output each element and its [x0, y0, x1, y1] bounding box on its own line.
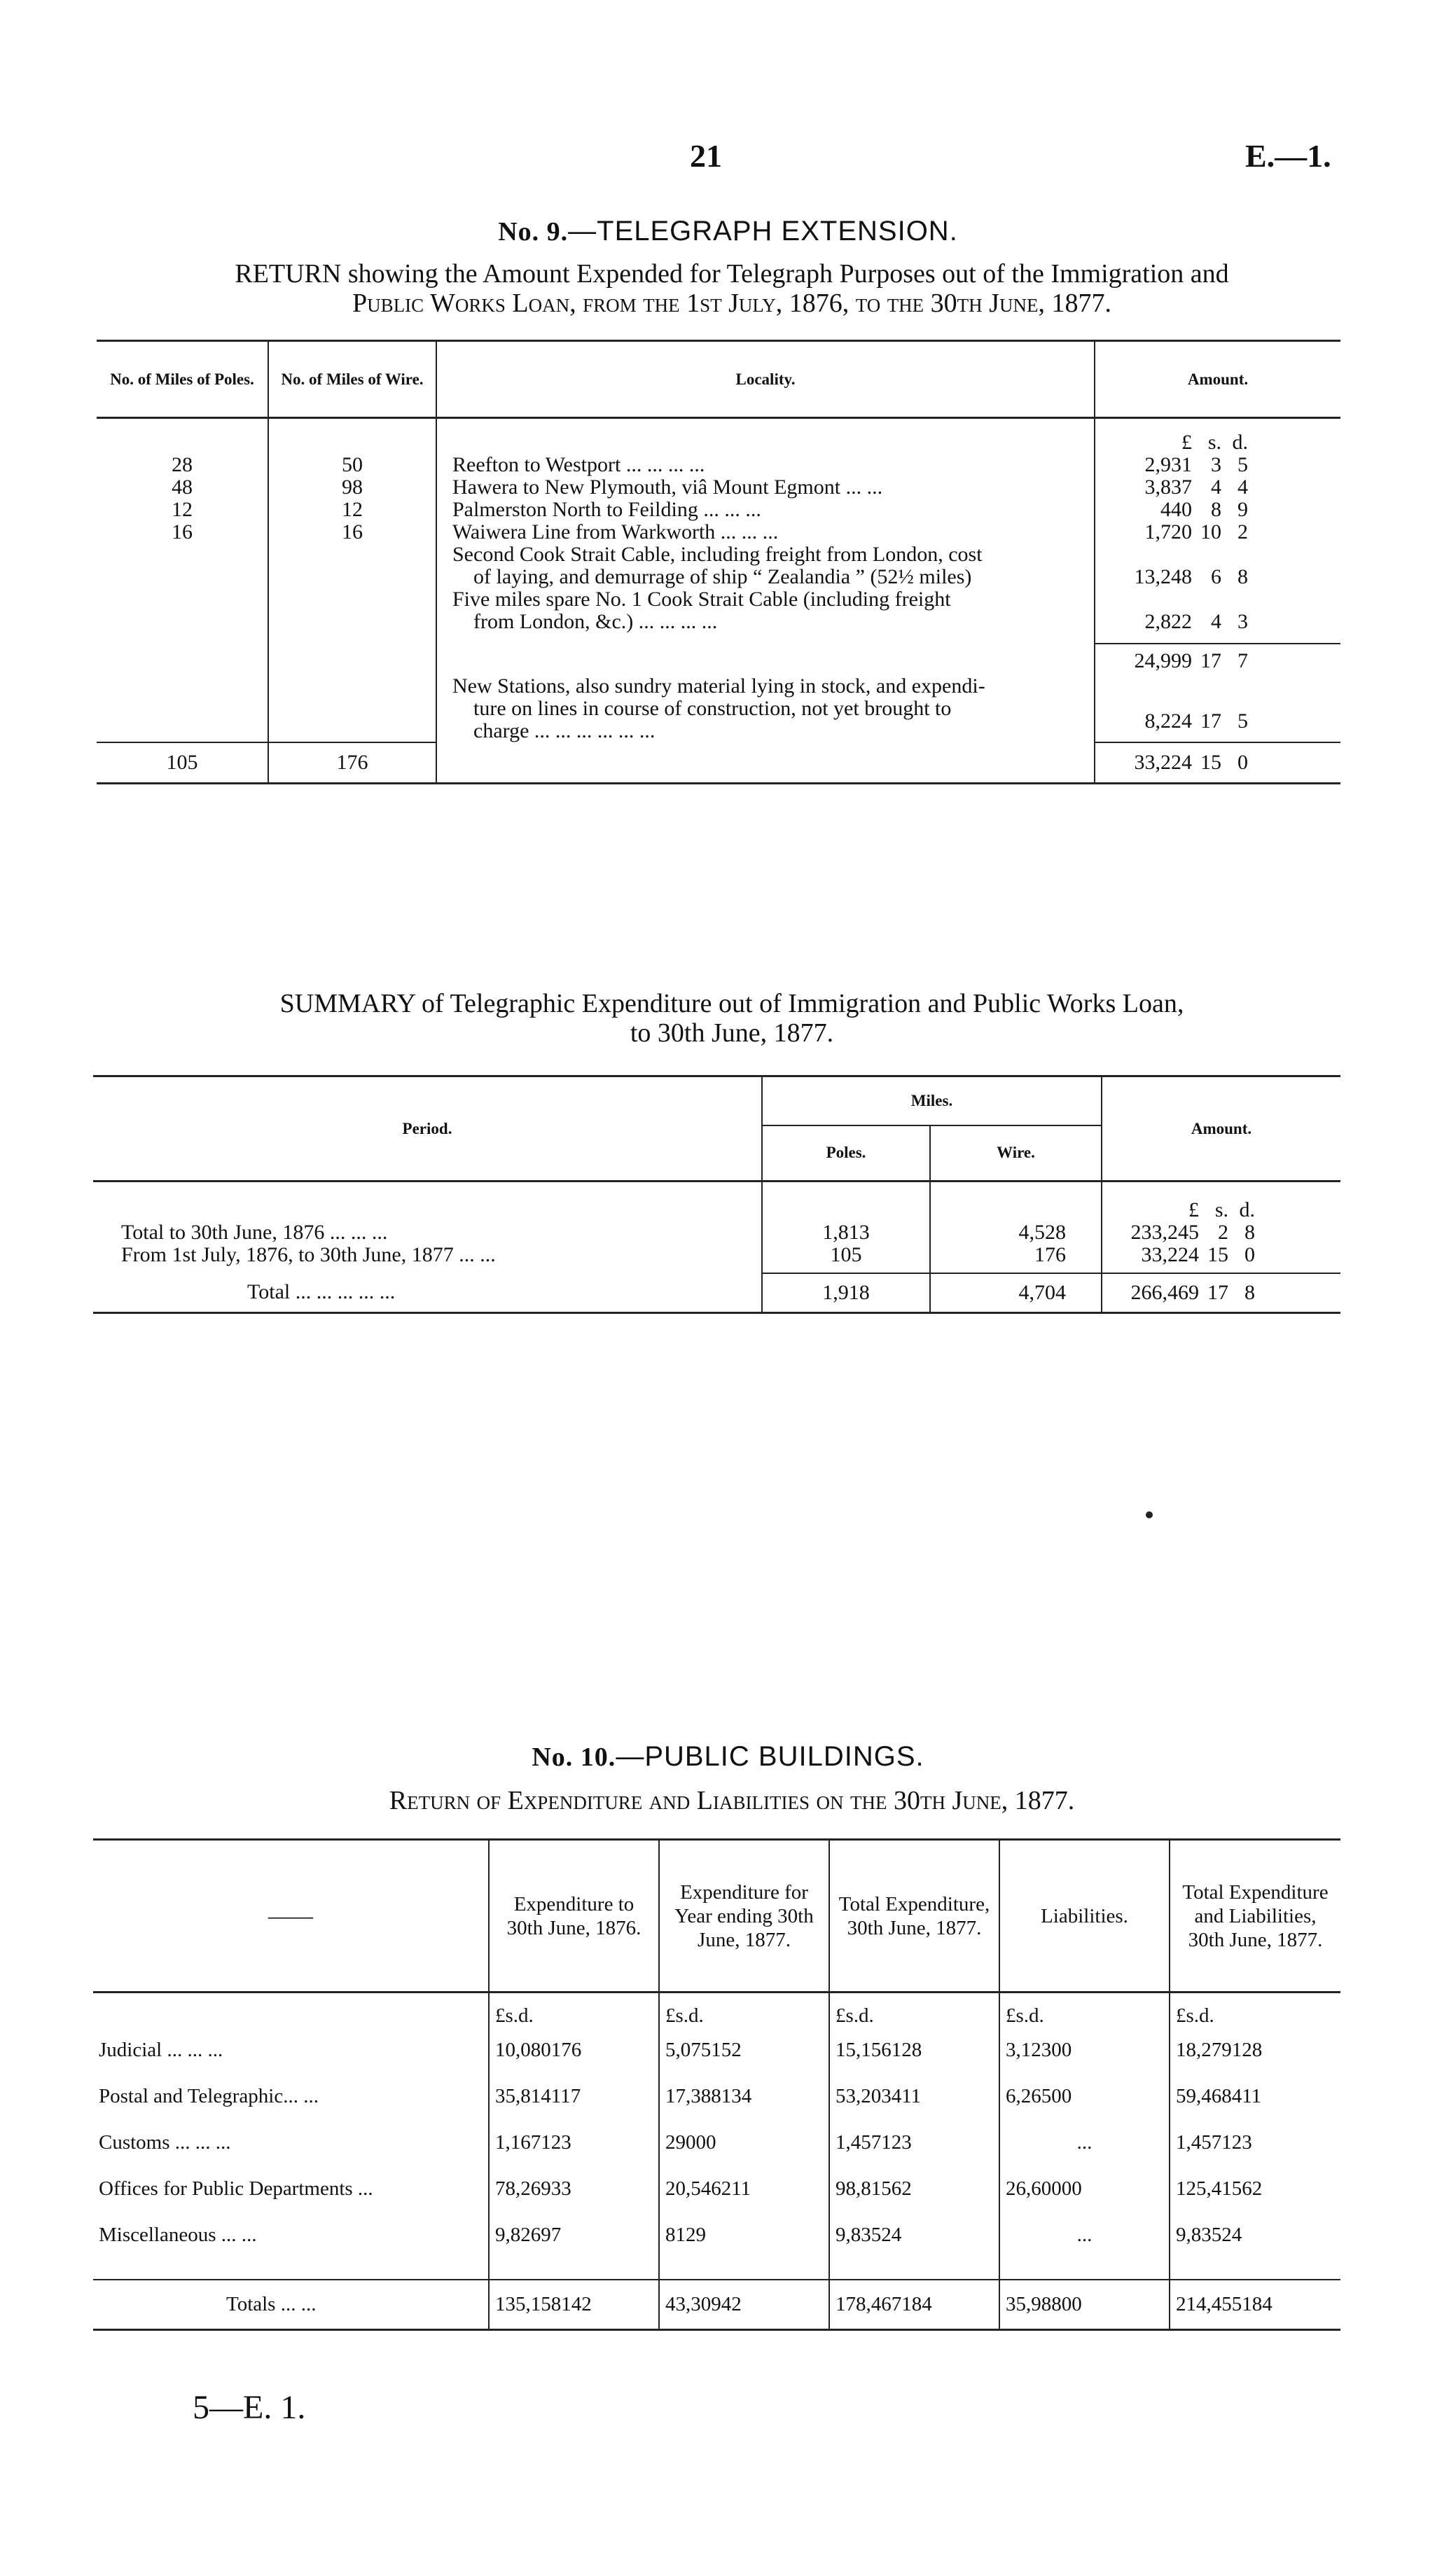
cell-value: 24,999 [1134, 649, 1192, 672]
summary-title-line2: to 30th June, 1877. [630, 1018, 834, 1048]
cell-value: 6 [1211, 565, 1221, 588]
poles-column [762, 1181, 930, 1274]
page-number: 21 [690, 138, 722, 174]
cell-value: ... [999, 2120, 1170, 2166]
col-header-liabilities: Liabilities. [999, 1840, 1170, 1993]
cell-value: d. [1199, 2004, 1214, 2027]
amount-value [1101, 521, 1335, 543]
cell-value: 18 [901, 2292, 922, 2315]
pounds-symbol: £ [1181, 431, 1192, 454]
cell-value: d. [859, 2004, 874, 2027]
cell-value: 4 [891, 2224, 902, 2246]
cell-value: 2 [731, 2039, 742, 2061]
col-header-expenditure-year: Expenditure for Year ending 30th June, 1877. [659, 1840, 829, 1993]
amount-value [1108, 1221, 1335, 1244]
cell-value: s. [1186, 2004, 1200, 2027]
cell-value: 0 [1051, 2039, 1062, 2061]
cell-value: 4 [1237, 476, 1248, 499]
total-amount [1102, 1273, 1340, 1312]
cell-value: 135,158 [495, 2292, 562, 2315]
locality-column [436, 418, 1095, 743]
cell-value: 125,415 [1176, 2177, 1242, 2200]
cell-value: 35,988 [1006, 2292, 1062, 2315]
col-header-category: —— [93, 1840, 489, 1993]
cell-value: d. [688, 2004, 704, 2027]
shillings-symbol: s. [1207, 431, 1221, 454]
amount-value [1108, 1244, 1335, 1266]
currency-header [659, 1993, 829, 2028]
table-row [93, 2212, 1340, 2259]
col-header-total-liabilities: Total Expenditure and Liabilities, 30th June, 1877. [1170, 1840, 1340, 1993]
cell-value: £ [665, 2004, 676, 2027]
amount-value [1101, 611, 1335, 633]
cell-value: 233,245 [1130, 1221, 1199, 1244]
col-header-locality: Locality. [436, 341, 1095, 418]
col-header-expenditure-1876: Expenditure to 30th June, 1876. [489, 1840, 659, 1993]
total-period: Total ... ... ... ... ... [93, 1273, 762, 1312]
cell-value: 0 [1051, 2085, 1062, 2107]
cell-value: 12 [541, 2131, 562, 2154]
summary-title-line1: SUMMARY of Telegraphic Expenditure out of Immigration and Public Works Loan, [279, 989, 1184, 1018]
cell-value: 5 [1237, 453, 1248, 476]
cell-value: £ [1188, 1198, 1199, 1221]
cell-value: 8,224 [1144, 709, 1192, 733]
telegraph-title-number: No. 9. [498, 217, 569, 247]
wire-value: 16 [342, 520, 363, 543]
col-header-miles: Miles. [762, 1076, 1102, 1125]
cell-value: 7 [1237, 649, 1248, 672]
cell-value: 18 [1242, 2292, 1263, 2315]
cell-value: 1,457 [836, 2131, 882, 2154]
totals-row [93, 2280, 1340, 2330]
cell-value: d. [1239, 1198, 1255, 1221]
table-row [93, 2166, 1340, 2212]
cell-value: 0 [1072, 2177, 1082, 2200]
cell-value: 17 [550, 2039, 571, 2061]
cell-value: 17,388 [665, 2085, 721, 2107]
buildings-title-text: —PUBLIC BUILDINGS. [616, 1741, 924, 1772]
cell-value: 7 [570, 2085, 581, 2107]
currency-header [829, 1993, 999, 2028]
poles-value: 28 [172, 453, 193, 476]
amount-value [1101, 454, 1335, 476]
cell-value: 0 [1061, 2177, 1072, 2200]
cell-value: 2 [721, 2177, 732, 2200]
cell-value: 98,815 [836, 2177, 892, 2200]
cell-value: 9 [695, 2224, 706, 2246]
cell-value: s. [675, 2004, 689, 2027]
cell-value: 12 [1221, 2131, 1242, 2154]
cell-value: 8 [911, 2039, 922, 2061]
amount-value [1101, 476, 1335, 499]
telegraph-subtitle-line1: RETURN showing the Amount Expended for Telegraph Purposes out of the Immigration and [235, 259, 1229, 289]
cell-value: d. [1029, 2004, 1044, 2027]
cell-value: 17 [1200, 709, 1221, 733]
cell-value: 3 [901, 2131, 912, 2154]
table-row [93, 2120, 1340, 2166]
poles-value: 105 [830, 1243, 862, 1266]
telegraph-title [0, 216, 1456, 247]
poles-column [97, 418, 268, 743]
summary-table [93, 1075, 1340, 1314]
cell-value: 15 [1200, 750, 1221, 774]
cell-value: 15 [711, 2039, 732, 2061]
cell-value: 0 [706, 2131, 716, 2154]
cell-value: 4 [1211, 476, 1221, 499]
cell-value: 3 [1211, 453, 1221, 476]
cell-value: ... [999, 2212, 1170, 2259]
cell-value: 12 [891, 2039, 912, 2061]
buildings-title-number: No. 10. [532, 1742, 616, 1772]
cell-value: 1,167 [495, 2131, 541, 2154]
cell-value: 8 [1244, 1280, 1255, 1304]
cell-value: 11 [1242, 2085, 1262, 2107]
cell-value: 18,279 [1176, 2039, 1232, 2061]
cell-value: 178,467 [836, 2292, 902, 2315]
cell-value: 10 [1200, 520, 1221, 543]
cell-value: 4 [741, 2085, 752, 2107]
cell-value: 0 [1072, 2292, 1082, 2315]
buildings-subtitle: Return of Expenditure and Liabilities on the 30th June, 1877. [389, 1786, 1075, 1815]
cell-value: 11 [901, 2085, 922, 2107]
cell-value: 17 [1200, 649, 1221, 672]
cell-value: 4 [721, 2292, 732, 2315]
cell-value: 1,720 [1144, 520, 1192, 543]
cell-value: 15,156 [836, 2039, 892, 2061]
cell-value: 9 [1237, 498, 1248, 521]
locality-text: Five miles spare No. 1 Cook Strait Cable (including freight [452, 588, 951, 611]
row-label: Postal and Telegraphic... ... [93, 2074, 489, 2120]
cell-value: 3 [1237, 610, 1248, 633]
total-amount [1095, 742, 1340, 783]
cell-value: d. [518, 2004, 534, 2027]
cell-value: 11 [731, 2177, 751, 2200]
cell-value: 12 [675, 2224, 696, 2246]
cell-value: s. [1015, 2004, 1029, 2027]
locality-text: Hawera to New Plymouth, viâ Mount Egmont ... ... [452, 476, 883, 499]
row-label: Miscellaneous ... ... [93, 2212, 489, 2259]
pence-symbol: d. [1232, 431, 1248, 454]
subtotal-value [1101, 644, 1335, 678]
cell-value: £ [495, 2004, 506, 2027]
cell-value: 5 [1237, 709, 1248, 733]
cell-value: 20,546 [665, 2177, 721, 2200]
row-label: Customs ... ... ... [93, 2120, 489, 2166]
col-header-total-expenditure: Total Expenditure, 30th June, 1877. [829, 1840, 999, 1993]
cell-value: 6,265 [1006, 2085, 1052, 2107]
cell-value: 3 [1242, 2131, 1252, 2154]
cell-value: 3 [550, 2177, 562, 2200]
cell-value: 12 [881, 2131, 902, 2154]
new-stations-amount [1101, 710, 1335, 733]
cell-value: 0 [1244, 1243, 1255, 1266]
cell-value: 10,080 [495, 2039, 551, 2061]
wire-value: 176 [1034, 1243, 1066, 1266]
new-stations-text: New Stations, also sundry material lying in stock, and expendi- [452, 674, 985, 698]
cell-value: 7 [550, 2224, 562, 2246]
cell-value: 1,457 [1176, 2131, 1222, 2154]
cell-value: 4 [922, 2292, 932, 2315]
currency-header [1170, 1993, 1340, 2028]
amount-column [1095, 418, 1340, 743]
total-poles: 1,918 [762, 1273, 930, 1312]
cell-value: 9 [541, 2224, 551, 2246]
amount-value [1101, 566, 1335, 588]
col-header-amount: Amount. [1095, 341, 1340, 418]
col-header-poles: Poles. [762, 1125, 930, 1181]
cell-value: 8 [1244, 1221, 1255, 1244]
cell-value: 290 [665, 2131, 696, 2154]
cell-value: 11 [550, 2085, 571, 2107]
cell-value: 2 [1218, 1221, 1228, 1244]
cell-value: 2 [581, 2292, 592, 2315]
ink-dot [1146, 1511, 1153, 1518]
locality-text: of laying, and demurrage of ship “ Zealandia ” (52½ miles) [473, 565, 972, 588]
cell-value: 33,224 [1141, 1243, 1199, 1266]
cell-value: 3,123 [1006, 2039, 1052, 2061]
cell-value: 3 [561, 2131, 571, 2154]
period-column [93, 1181, 762, 1274]
new-stations-text: ture on lines in course of construction, not yet brought to [473, 697, 952, 720]
cell-value: £ [836, 2004, 846, 2027]
locality-text: Waiwera Line from Warkworth ... ... ... [452, 520, 779, 543]
period-text: From 1st July, 1876, to 30th June, 1877 ... ... [121, 1243, 496, 1266]
wire-value: 12 [342, 498, 363, 521]
cell-value: 2,822 [1144, 610, 1192, 633]
wire-column [268, 418, 436, 743]
amount-value [1101, 499, 1335, 521]
cell-value: 3 [561, 2177, 571, 2200]
cell-value: 2 [1237, 520, 1248, 543]
cell-value: 5,075 [665, 2039, 712, 2061]
cell-value: s. [1214, 1198, 1228, 1221]
col-header-amount: Amount. [1102, 1076, 1340, 1181]
cell-value: 13,248 [1134, 565, 1192, 588]
cell-value: 12 [1231, 2039, 1252, 2061]
buildings-table [93, 1838, 1340, 2331]
new-stations-text: charge ... ... ... ... ... ... [473, 719, 656, 742]
telegraph-table [97, 340, 1340, 784]
poles-value: 16 [172, 520, 193, 543]
cell-value: 9,826 [495, 2224, 541, 2246]
cell-value: s. [845, 2004, 859, 2027]
period-text: Total to 30th June, 1876 ... ... ... [121, 1221, 388, 1244]
cell-value: 53,203 [836, 2085, 892, 2107]
poles-value: 1,813 [822, 1221, 870, 1244]
cell-value: 4 [1211, 610, 1221, 633]
locality-text: Palmerston North to Feilding ... ... ... [452, 498, 761, 521]
cell-value: 17 [1207, 1280, 1228, 1304]
cell-value: £ [1176, 2004, 1186, 2027]
cell-value: 8 [665, 2224, 676, 2246]
cell-value: 266,469 [1130, 1280, 1199, 1304]
cell-value: 2,931 [1144, 453, 1192, 476]
cell-value: s. [505, 2004, 519, 2027]
currency-header [1101, 431, 1335, 454]
cell-value: £ [1006, 2004, 1016, 2027]
cell-value: 8 [1237, 565, 1248, 588]
cell-value: 6 [1242, 2177, 1252, 2200]
cell-value: 15 [1207, 1243, 1228, 1266]
currency-header [489, 1993, 659, 2028]
table-row [93, 2028, 1340, 2074]
totals-label: Totals ... ... [93, 2280, 489, 2330]
cell-value: 0 [1061, 2039, 1072, 2061]
cell-value: 8 [1252, 2039, 1263, 2061]
telegraph-subtitle [102, 259, 1362, 318]
col-header-period: Period. [93, 1076, 762, 1181]
cell-value: 4 [891, 2085, 902, 2107]
telegraph-subtitle-line2: Public Works Loan, from the 1st July, 1876, to the 30th June, 1877. [352, 289, 1111, 318]
cell-value: 4 [1231, 2085, 1242, 2107]
buildings-title [0, 1741, 1456, 1773]
wire-value: 4,528 [1018, 1221, 1066, 1244]
poles-value: 12 [172, 498, 193, 521]
total-wire: 176 [268, 742, 436, 783]
col-header-wire: No. of Miles of Wire. [268, 341, 436, 418]
document-code: E.—1. [1245, 138, 1331, 174]
cell-value: 9,835 [836, 2224, 882, 2246]
cell-value: 4 [1262, 2292, 1273, 2315]
cell-value: 33,224 [1134, 750, 1192, 774]
cell-value: 6 [571, 2039, 582, 2061]
col-header-poles: No. of Miles of Poles. [97, 341, 268, 418]
footer-code: 5—E. 1. [193, 2389, 306, 2426]
telegraph-title-text: —TELEGRAPH EXTENSION. [568, 216, 958, 247]
cell-value: 6 [891, 2177, 902, 2200]
cell-value: 59,468 [1176, 2085, 1232, 2107]
row-label: Judicial ... ... ... [93, 2028, 489, 2074]
locality-text: Second Cook Strait Cable, including freight from London, cost [452, 543, 983, 566]
cell-value: 13 [721, 2085, 742, 2107]
currency-header [1108, 1199, 1335, 1221]
cell-value: 2 [731, 2292, 742, 2315]
amount-column [1102, 1181, 1340, 1274]
cell-value: 0 [695, 2131, 706, 2154]
cell-value: 440 [1160, 498, 1192, 521]
cell-value: 14 [561, 2292, 582, 2315]
cell-value: 0 [1061, 2292, 1072, 2315]
locality-text: from London, &c.) ... ... ... ... [473, 610, 718, 633]
cell-value: 2 [1221, 2224, 1232, 2246]
cell-value: 78,269 [495, 2177, 551, 2200]
wire-value: 50 [342, 453, 363, 476]
cell-value: 8 [1211, 498, 1221, 521]
row-label: Offices for Public Departments ... [93, 2166, 489, 2212]
cell-value: 2 [901, 2177, 912, 2200]
cell-value: 214,455 [1176, 2292, 1242, 2315]
cell-value: 26,600 [1006, 2177, 1062, 2200]
summary-title [102, 989, 1362, 1048]
cell-value: 35,814 [495, 2085, 551, 2107]
cell-value: 2 [1252, 2177, 1263, 2200]
poles-value: 48 [172, 476, 193, 499]
cell-value: 3,837 [1144, 476, 1192, 499]
cell-value: 2 [881, 2224, 892, 2246]
wire-value: 98 [342, 476, 363, 499]
currency-header [999, 1993, 1170, 2028]
locality-text: Reefton to Westport ... ... ... ... [452, 453, 705, 476]
wire-column [930, 1181, 1102, 1274]
table-row [93, 2074, 1340, 2120]
total-wire: 4,704 [930, 1273, 1102, 1312]
total-poles: 105 [97, 742, 268, 783]
cell-value: 0 [1061, 2085, 1072, 2107]
cell-value: 9,835 [1176, 2224, 1222, 2246]
col-header-wire: Wire. [930, 1125, 1102, 1181]
cell-value: 4 [1231, 2224, 1242, 2246]
cell-value: 0 [1237, 750, 1248, 774]
cell-value: 43,309 [665, 2292, 721, 2315]
